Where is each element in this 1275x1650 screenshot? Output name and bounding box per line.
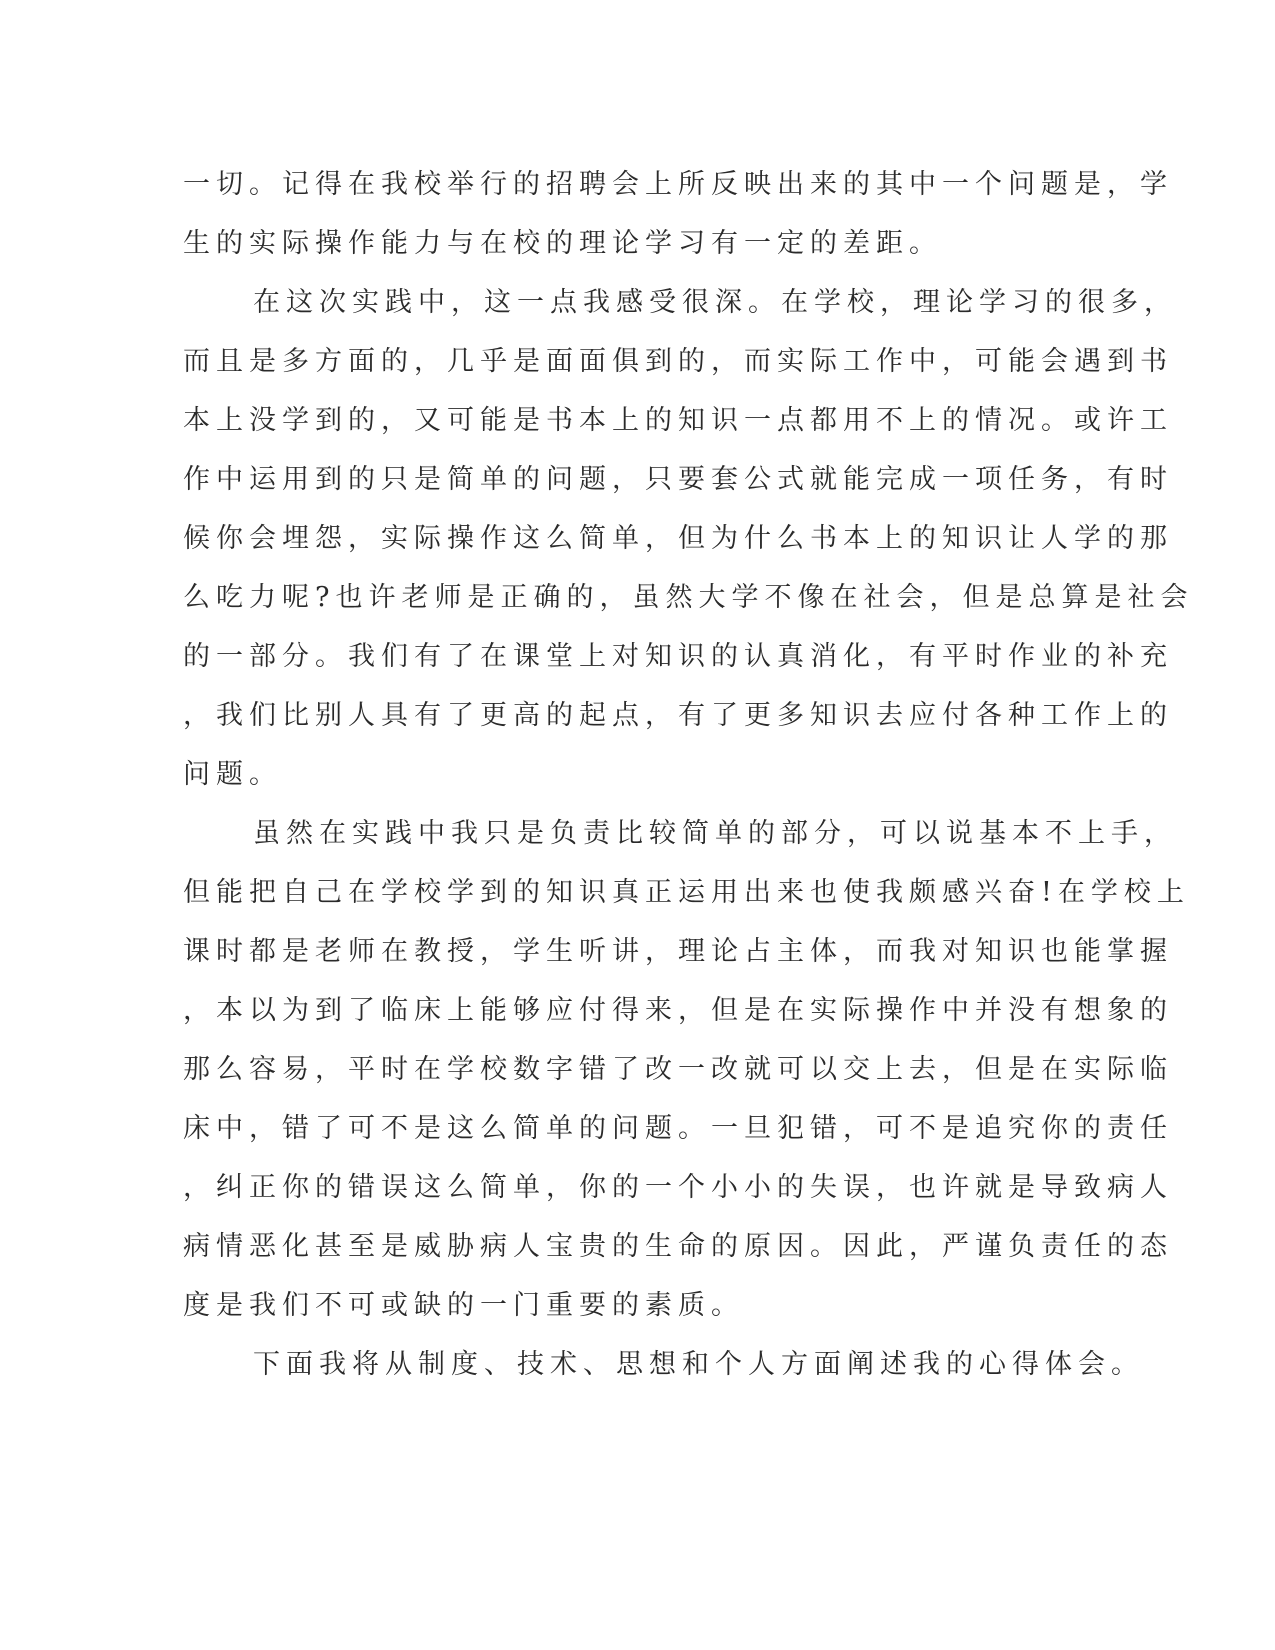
text-line: 的一部分。我们有了在课堂上对知识的认真消化，有平时作业的补充 (183, 641, 1173, 672)
document-body (183, 155, 1194, 1394)
paragraph (183, 804, 1190, 1335)
text-line: 一切。记得在我校举行的招聘会上所反映出来的其中一个问题是，学 (183, 169, 1173, 200)
text-line: 问题。 (183, 759, 282, 790)
text-line: 那么容易，平时在学校数字错了改一改就可以交上去，但是在实际临 (183, 1054, 1173, 1085)
text-line: 候你会埋怨，实际操作这么简单，但为什么书本上的知识让人学的那 (183, 523, 1173, 554)
text-line: 课时都是老师在教授，学生听讲，理论占主体，而我对知识也能掌握 (183, 936, 1173, 967)
text-line: 作中运用到的只是简单的问题，只要套公式就能完成一项任务，有时 (183, 464, 1173, 495)
text-line: 虽然在实践中我只是负责比较简单的部分，可以说基本不上手， (253, 818, 1177, 849)
text-line: 生的实际操作能力与在校的理论学习有一定的差距。 (183, 228, 942, 259)
paragraph (183, 273, 1194, 804)
text-line: 本上没学到的，又可能是书本上的知识一点都用不上的情况。或许工 (183, 405, 1173, 436)
paragraph (183, 1335, 1144, 1394)
text-line: 床中，错了可不是这么简单的问题。一旦犯错，可不是追究你的责任 (183, 1113, 1173, 1144)
text-line: ，我们比别人具有了更高的起点，有了更多知识去应付各种工作上的 (183, 700, 1173, 731)
text-line: ，纠正你的错误这么简单，你的一个小小的失误，也许就是导致病人 (183, 1172, 1173, 1203)
text-line: 而且是多方面的，几乎是面面俱到的，而实际工作中，可能会遇到书 (183, 346, 1173, 377)
text-line: 但能把自己在学校学到的知识真正运用出来也使我颇感兴奋!在学校上 (183, 877, 1190, 908)
text-line: 在这次实践中，这一点我感受很深。在学校，理论学习的很多， (253, 287, 1177, 318)
text-line: 么吃力呢?也许老师是正确的，虽然大学不像在社会，但是总算是社会 (183, 582, 1194, 613)
text-line: 下面我将从制度、技术、思想和个人方面阐述我的心得体会。 (253, 1349, 1144, 1380)
paragraph (183, 155, 1173, 273)
text-line: 度是我们不可或缺的一门重要的素质。 (183, 1290, 744, 1321)
text-line: ，本以为到了临床上能够应付得来，但是在实际操作中并没有想象的 (183, 995, 1173, 1026)
text-line: 病情恶化甚至是威胁病人宝贵的生命的原因。因此，严谨负责任的态 (183, 1231, 1173, 1262)
